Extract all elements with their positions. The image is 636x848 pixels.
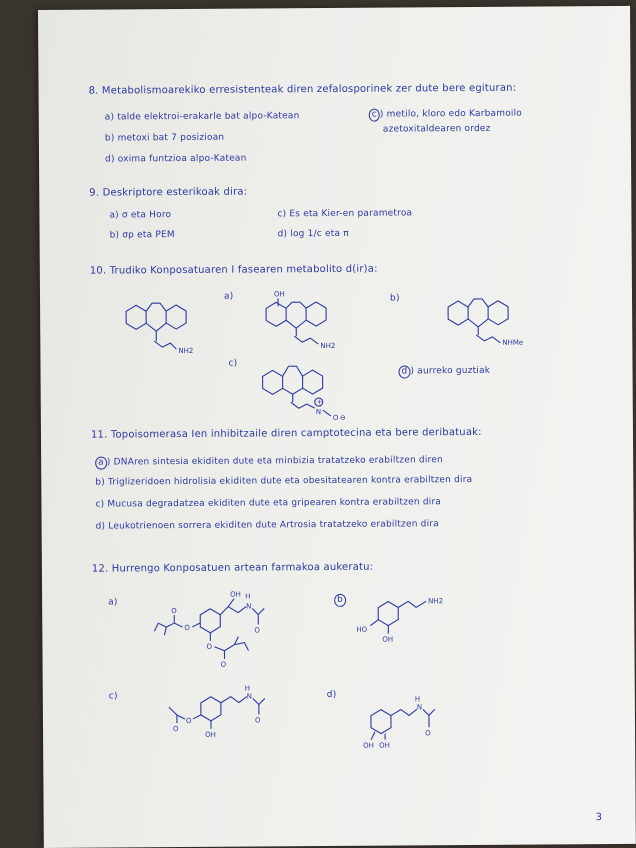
svg-text:H: H [244,684,251,693]
q12-title: 12. Hurrengo Konposatuen artean farmakoa aukeratu: [91,561,374,575]
benzene-ring [263,370,283,394]
q12-option-b-marker [334,594,346,607]
q8-option-c-line2: azetoxitaldearen ordez [382,123,491,135]
svg-text:NH2: NH2 [178,346,194,356]
q11-option-a: a ) DNAren sintesia ekiditen dute eta minbizia tratatzeko erabiltzen diren [95,454,443,469]
q10-label-a: a) [223,291,234,302]
page-number: 3 [595,812,603,824]
q10-c-structure [250,358,360,425]
svg-text:OH: OH [363,741,374,750]
q12-c-structure [131,682,272,763]
q8-option-d: d) oxima funtzioa alpo-Katean [105,153,247,165]
q12-b-structure [354,587,484,652]
q9-option-c: c) Es eta Kier-en parametroa [277,208,413,220]
svg-text:+: + [316,398,323,407]
svg-text:OH: OH [205,730,216,739]
q9-option-b: b) σp eta PEM [109,230,175,241]
svg-text:N: N [246,602,252,611]
q11-answer-circle: a [95,457,107,470]
q8-option-c: c ) metilo, kloro edo Karbamoilo [369,108,522,122]
q11-option-d: d) Leukotrienoen sorrera ekiditen dute Artrosia tratatzeko erabiltzen dira [95,519,439,532]
svg-text:NH2: NH2 [428,597,444,606]
q8-title: 8. Metabolismoarekiko erresistenteak diren zefalosporinek zer dute bere egituran: [88,82,517,97]
svg-text:O: O [185,716,192,725]
svg-text:O: O [425,729,431,738]
benzene-ring [166,305,186,329]
svg-text:HO: HO [356,625,368,634]
svg-text:O: O [172,725,179,734]
q9-title: 9. Deskriptore esterikoak dira: [89,186,248,199]
q8-option-a: a) talde elektroi-erakarle bat alpo-Katean [104,111,300,123]
q10-title: 10. Trudiko Konposatuaren I fasearen metabolito d(ir)a: [89,263,378,277]
q11-option-b: b) Triglizeridoen hidrolisia ekiditen dute eta obesitatearen kontra erabiltzen dira [95,474,473,488]
benzene-ring [306,302,326,326]
svg-text:O: O [206,642,212,651]
svg-text:N: N [315,408,322,417]
svg-text:O: O [184,623,190,632]
svg-text:N: N [416,703,423,712]
benzene-ring [200,609,220,633]
benzene-ring [448,301,468,325]
svg-text:OH: OH [230,590,241,599]
q10-option-d: d ) aurreko guztiak [398,365,490,379]
q8-answer-circle: c [369,109,380,122]
q12-label-c: c) [108,691,118,702]
q10-b-structure [436,288,546,353]
svg-text:O: O [220,660,227,669]
benzene-ring [378,602,398,626]
svg-text:O: O [254,626,260,635]
q12-d-structure [351,693,482,768]
benzene-ring [201,697,221,721]
svg-text:O: O [332,413,339,422]
svg-text:NHMe: NHMe [502,338,524,347]
svg-text:O: O [171,607,177,616]
paper-sheet [38,6,636,848]
q9-option-d: d) log 1/c eta π [277,228,349,240]
svg-text:H: H [245,592,251,601]
q11-option-c: c) Mucusa degradatzea ekiditen dute eta gripearen kontra erabiltzen dira [95,497,442,510]
q12-answer-circle: b [334,594,346,607]
q11-title: 11. Topoisomerasa Ien inhibitzaile diren camptotecina eta bere deribatuak: [90,426,482,441]
q12-label-a: a) [108,597,118,608]
q10-answer-circle: d [398,365,410,378]
benzene-ring [488,301,508,325]
benzene-ring [126,305,146,329]
benzene-ring [266,302,286,326]
svg-text:OH: OH [382,635,394,644]
benzene-ring [371,710,391,734]
svg-text:O: O [254,716,261,725]
q10-parent-structure [114,299,204,360]
q12-a-structure [148,586,289,673]
q10-label-b: b) [389,293,400,304]
svg-text:⊖: ⊖ [339,413,346,422]
svg-text:H: H [414,695,421,704]
q8-option-b: b) metoxi bat 7 posizioan [104,132,225,144]
svg-text:NH2: NH2 [320,341,336,351]
q10-a-structure [254,288,354,353]
q9-option-a: a) σ eta Horo [109,210,172,221]
svg-text:N: N [246,692,253,701]
svg-text:OH: OH [379,741,390,750]
svg-text:OH: OH [273,290,285,299]
benzene-ring [303,370,323,394]
q10-label-c: c) [228,358,238,369]
q12-label-d: d) [326,689,337,701]
